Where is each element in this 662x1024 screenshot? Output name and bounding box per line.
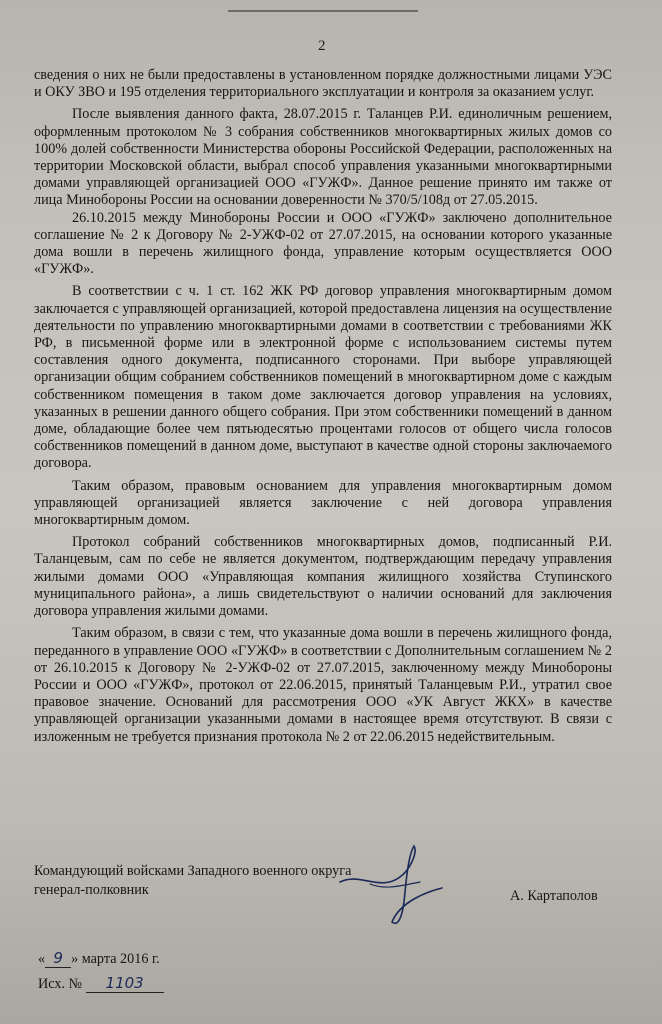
outgoing-number: 1103	[86, 974, 164, 993]
paragraph-6: Протокол собраний собственников многоквартирных домов, подписанный Р.И. Таланцевым, сам по себе не является документом, подтверждающим передачу управления жилыми домами ООО «Управляющая компания жилищного хозяйства Ступинского муниципального района», а лишь свидетельствуют о наличии оснований для заключения договора управления жилыми домами.	[34, 534, 612, 620]
date-line	[38, 949, 160, 968]
date-close-quote: »	[71, 951, 79, 967]
date-open-quote: «	[38, 951, 46, 967]
document-body	[34, 67, 612, 746]
position-line-2: генерал-полковник	[34, 882, 149, 898]
signature-position	[34, 862, 351, 900]
paragraph-3: 26.10.2015 между Минобороны России и ООО «ГУЖФ» заключено дополнительное соглашение № 2 к Договору № 2-УЖФ-02 от 27.07.2015, на основании которого указанные дома вошли в перечень жилищного фонда, управление которым осуществляется ООО «ГУЖФ».	[34, 209, 612, 278]
handwritten-signature	[330, 842, 450, 932]
paragraph-7: Таким образом, в связи с тем, что указанные дома вошли в перечень жилищного фонда, переданного в управление ООО «ГУЖФ» в соответствии с Дополнительным соглашением № 2 от 26.10.2015 к Договору № 2-УЖФ-02 от 27.07.2015, заключенному между Минобороны России и ООО «ГУЖФ», протокол от 22.06.2015, принятый Таланцевым Р.И., утратил свое правовое значение. Оснований для рассмотрения ООО «УК Август ЖКХ» в качестве управляющей организации указанными домами в настоящее время отсутствуют. В связи с изложенным не требуется признания протокола № 2 от 22.06.2015 недействительным.	[34, 625, 612, 745]
signatory-name: А. Картаполов	[510, 888, 598, 904]
paragraph-5: Таким образом, правовым основанием для управления многоквартирным домом управляющей организацией является заключение с ней договора управления многоквартирным домом.	[34, 477, 612, 529]
outgoing-label: Исх. №	[38, 976, 83, 992]
page-number: 2	[318, 38, 326, 54]
date-day: 9	[45, 949, 71, 968]
outgoing-number-line	[38, 974, 164, 993]
top-rule	[228, 10, 418, 12]
paragraph-4: В соответствии с ч. 1 ст. 162 ЖК РФ договор управления многоквартирным домом заключается с управляющей организацией, которой предоставлена лицензия на осуществление деятельности по управлению многоквартирными домами в соответствии с требованиями ЖК РФ, в письменной форме или в электронной форме с использованием системы путем составления одного документа, подписанного сторонами. При выборе управляющей организации общим собранием собственников помещений в многоквартирном доме с каждым собственником помещения в таком доме заключается договор управления на условиях, указанных в решении данного общего собрания. При этом собственники помещений в данном доме, обладающие более чем пятьюдесятью процентами голосов от общего числа голосов собственников помещений в данном доме, выступают в качестве одной стороны заключаемого договора.	[34, 283, 612, 472]
position-line-1: Командующий войсками Западного военного округа	[34, 863, 352, 879]
paragraph-2: После выявления данного факта, 28.07.2015 г. Таланцев Р.И. единоличным решением, оформленным протоколом № 3 собрания собственников многоквартирных жилых домов со 100% долей собственности Министерства обороны Российской Федерации, расположенных на территории Московской области, выбрал способ управления указанными многоквартирными домами управляющей организацией ООО «ГУЖФ». Данное решение принято им также от лица Минобороны России на основании доверенности № 370/5/108д от 27.05.2015.	[34, 106, 612, 209]
date-month-year: марта 2016 г.	[81, 951, 160, 967]
paragraph-1: сведения о них не были предоставлены в установленном порядке должностными лицами УЭС и ОКУ ЗВО и 195 отделения территориального эксплуатации и контроля за оказанием услуг.	[34, 67, 612, 101]
